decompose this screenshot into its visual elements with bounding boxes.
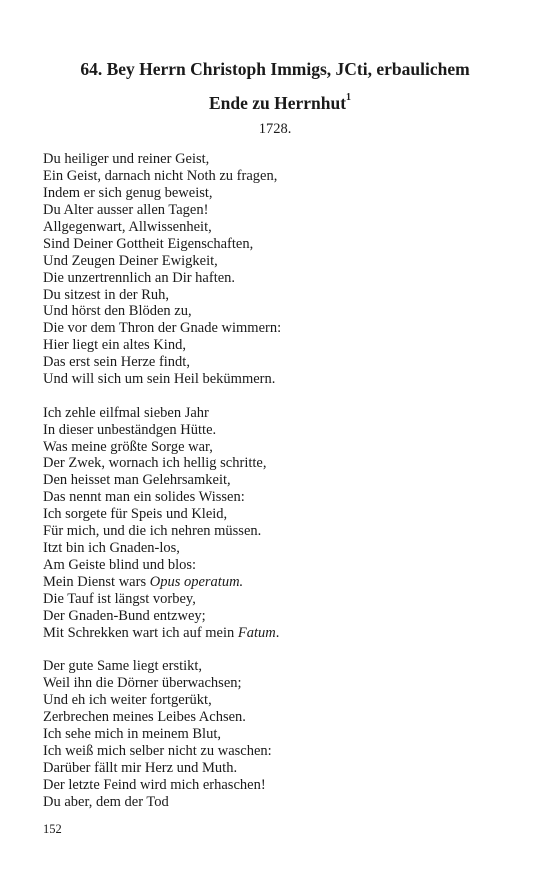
footnote-reference: 1 xyxy=(346,92,352,104)
verse-text: Und Zeugen Deiner Ewigkeit, xyxy=(43,252,218,269)
poem-title-text-1: 64. Bey Herrn Christoph Immigs, JCti, erbaulichem xyxy=(80,59,470,79)
verse-line xyxy=(43,608,523,625)
verse-text: Was meine größte Sorge war, xyxy=(43,438,213,455)
verse-text: Die vor dem Thron der Gnade wimmern: xyxy=(43,320,282,337)
verse-text: Zerbrechen meines Leibes Achsen. xyxy=(43,709,246,726)
verse-line xyxy=(43,455,523,472)
verse-text: Am Geiste blind und blos: xyxy=(43,557,197,574)
verse-line xyxy=(43,540,523,557)
verse-line xyxy=(43,591,523,608)
verse-trailing-text: . xyxy=(275,624,280,641)
verse-text: Das nennt man ein solides Wissen: xyxy=(43,489,245,506)
poem-title-line-1 xyxy=(0,59,550,79)
verse-line xyxy=(43,574,523,591)
verse-line xyxy=(43,151,523,168)
verse-line xyxy=(43,523,523,540)
verse-italic-text: Opus operatum. xyxy=(149,574,244,590)
verse-text: Ich weiß mich selber nicht zu waschen: xyxy=(43,742,272,759)
verse-line xyxy=(43,303,523,320)
verse-line xyxy=(43,726,523,743)
verse-text: Ein Geist, darnach nicht Noth zu fragen, xyxy=(43,167,278,184)
verse-line xyxy=(43,625,523,642)
verse-line xyxy=(43,236,523,253)
verse-text: Allgegenwart, Allwissenheit, xyxy=(43,218,212,235)
verse-text: Und will sich um sein Heil bekümmern. xyxy=(43,371,276,388)
verse-text: Für mich, und die ich nehren müssen. xyxy=(43,523,262,540)
verse-text: Der Gnaden-Bund entzwey; xyxy=(43,607,206,624)
verse-line xyxy=(43,371,523,388)
verse-text: Und eh ich weiter fortgerükt, xyxy=(43,692,212,709)
verse-line xyxy=(43,675,523,692)
verse-text: Ich sehe mich in meinem Blut, xyxy=(43,726,221,742)
verse-text: Du aber, dem der Tod xyxy=(43,793,169,810)
verse-text: Und hörst den Blöden zu, xyxy=(43,303,192,320)
verse-line xyxy=(43,692,523,709)
page-number: 152 xyxy=(43,822,62,836)
verse-text: Weil ihn die Dörner überwachsen; xyxy=(43,675,242,692)
verse-text: Der letzte Feind wird mich erhaschen! xyxy=(43,776,266,793)
verse-text: Du heiliger und reiner Geist, xyxy=(43,151,210,167)
stanza-1 xyxy=(43,151,523,388)
poem-year: 1728. xyxy=(258,121,292,137)
verse-italic-text: Fatum xyxy=(237,624,276,641)
verse-text: Die unzertrennlich an Dir haften. xyxy=(43,269,236,286)
verse-text: Itzt bin ich Gnaden-los, xyxy=(43,540,180,557)
poem-body xyxy=(43,151,523,811)
verse-text: In dieser unbeständgen Hütte. xyxy=(43,421,217,438)
verse-line xyxy=(43,168,523,185)
verse-text: Du sitzest in der Ruh, xyxy=(43,286,170,303)
verse-text: Die Tauf ist längst vorbey, xyxy=(43,590,196,607)
verse-text: Mit Schrekken wart ich auf mein xyxy=(43,624,238,641)
poem-title-line-2 xyxy=(5,93,550,113)
verse-line xyxy=(43,287,523,304)
verse-line xyxy=(43,354,523,371)
verse-line xyxy=(43,253,523,270)
verse-line xyxy=(43,405,523,422)
verse-text: Indem er sich genug beweist, xyxy=(43,184,213,201)
verse-text: Hier liegt ein altes Kind, xyxy=(43,337,186,354)
verse-line xyxy=(43,658,523,675)
verse-text: Darüber fällt mir Herz und Muth. xyxy=(43,759,238,776)
verse-line xyxy=(43,270,523,287)
verse-text: Du Alter ausser allen Tagen! xyxy=(43,201,209,218)
verse-text: Ich sorgete für Speis und Kleid, xyxy=(43,506,228,523)
verse-line xyxy=(43,760,523,777)
verse-text: Ich zehle eilfmal sieben Jahr xyxy=(43,404,209,421)
verse-line xyxy=(43,506,523,523)
verse-line xyxy=(43,439,523,456)
verse-line xyxy=(43,743,523,760)
verse-line xyxy=(43,219,523,236)
verse-line xyxy=(43,185,523,202)
stanza-2 xyxy=(43,405,523,642)
verse-text: Der gute Same liegt erstikt, xyxy=(43,658,203,675)
verse-line xyxy=(43,489,523,506)
poem-title-text-2: Ende zu Herrnhut xyxy=(208,93,347,113)
verse-line xyxy=(43,472,523,489)
verse-text: Das erst sein Herze findt, xyxy=(43,354,190,371)
verse-text: Der Zwek, wornach ich hellig schritte, xyxy=(43,455,267,472)
verse-line xyxy=(43,320,523,337)
verse-line xyxy=(43,422,523,439)
verse-line xyxy=(43,557,523,574)
verse-text: Den heisset man Gelehrsamkeit, xyxy=(43,472,231,489)
verse-line xyxy=(43,777,523,794)
verse-text: Sind Deiner Gottheit Eigenschaften, xyxy=(43,235,254,252)
verse-line xyxy=(43,202,523,219)
stanza-3 xyxy=(43,658,523,810)
verse-line xyxy=(43,337,523,354)
verse-text: Mein Dienst wars xyxy=(43,574,150,590)
verse-line xyxy=(43,794,523,811)
verse-line xyxy=(43,709,523,726)
